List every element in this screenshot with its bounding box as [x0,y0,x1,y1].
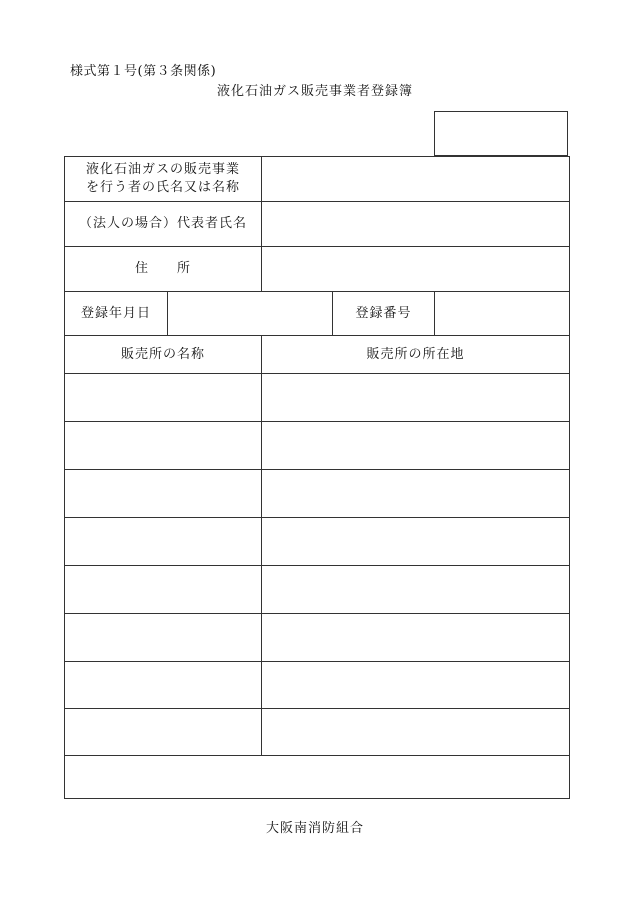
office-location-cell [262,470,570,518]
office-name-cell [65,614,262,662]
organization-name: 大阪南消防組合 [265,821,364,836]
office-location-cell [262,566,570,614]
business-name-label: 液化石油ガスの販売事業 を行う者の氏名又は名称 [65,157,262,202]
registration-date-label: 登録年月日 [65,292,168,336]
office-location-cell [262,662,570,709]
registration-number-field [435,292,570,336]
office-name-cell [65,422,262,470]
registration-date-field [168,292,333,336]
form-number: 様式第１号(第３条関係) [70,64,217,79]
office-location-cell [262,374,570,422]
office-name-cell [65,566,262,614]
office-name-cell [65,518,262,566]
representative-field [262,202,570,247]
registration-table [64,156,570,799]
office-location-cell [262,614,570,662]
address-label: 住 所 [65,247,262,292]
office-name-cell [65,662,262,709]
stamp-box [434,111,568,156]
address-field [262,247,570,292]
page-title: 液化石油ガス販売事業者登録簿 [216,84,413,99]
office-location-cell [262,518,570,566]
office-name-cell [65,709,262,756]
business-name-field [262,157,570,202]
office-location-cell [262,709,570,756]
column-header-office-name: 販売所の名称 [65,336,262,374]
representative-label: （法人の場合）代表者氏名 [65,202,262,247]
remarks-row [65,756,570,799]
office-name-cell [65,374,262,422]
office-name-cell [65,470,262,518]
column-header-office-location: 販売所の所在地 [262,336,570,374]
registration-number-label: 登録番号 [333,292,435,336]
office-location-cell [262,422,570,470]
